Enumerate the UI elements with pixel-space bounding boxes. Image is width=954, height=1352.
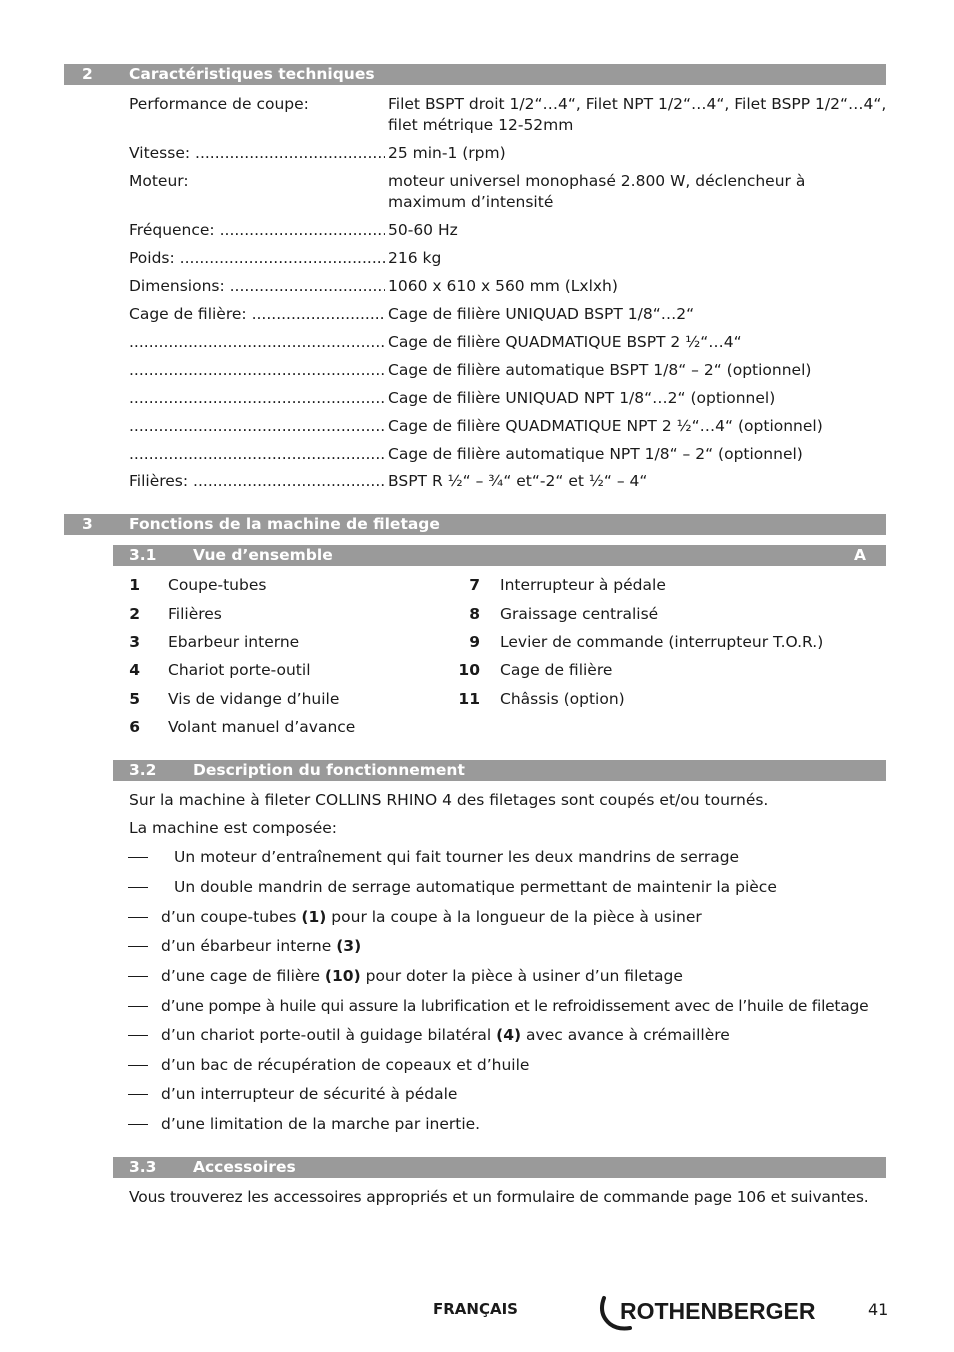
section-number: 3.1 (129, 546, 157, 564)
item-number: 5 (129, 690, 140, 708)
section-title: Fonctions de la machine de filetage (129, 515, 440, 533)
item-label: Vis de vidange d’huile (168, 690, 340, 708)
page-number: 41 (868, 1300, 889, 1319)
section-title: Accessoires (193, 1158, 296, 1176)
spec-value-frequence: 50-60 Hz (388, 221, 458, 239)
component-item: d’une limitation de la marche par inertie. (161, 1115, 481, 1133)
section-number: 2 (82, 65, 93, 83)
item-label: Châssis (option) (500, 690, 625, 708)
item-label: Levier de commande (interrupteur T.O.R.) (500, 633, 824, 651)
item-label: Volant manuel d’avance (168, 718, 356, 736)
figure-letter: A (854, 546, 866, 564)
section-number: 3.2 (129, 761, 157, 779)
component-item: d’un bac de récupération de copeaux et d’huile (161, 1056, 530, 1074)
dash-bullet (128, 1035, 148, 1036)
section-3-2-header (113, 760, 886, 781)
item-number: 6 (129, 718, 140, 736)
section-3-header (64, 514, 886, 535)
item-label: Cage de filière (500, 661, 613, 679)
item-number: 2 (129, 605, 140, 623)
dash-bullet (128, 857, 148, 858)
item-label: Graissage centralisé (500, 605, 659, 623)
dash-bullet (128, 1124, 148, 1125)
item-number: 8 (469, 605, 480, 623)
dash-bullet (128, 976, 148, 977)
spec-value-moteur: moteur universel monophasé 2.800 W, déclencheur à maximum d’intensité (388, 172, 806, 211)
component-item: d’une pompe à huile qui assure la lubrification et le refroidissement avec de l’huile de filetage (161, 997, 869, 1015)
spec-dot-leader (129, 388, 385, 409)
spec-value-performance: Filet BSPT droit 1/2“…4“, Filet NPT 1/2“…4“, Filet BSPP 1/2“…4“, filet métrique 12-52mm (388, 95, 887, 134)
item-number: 10 (458, 661, 480, 679)
item-number: 7 (469, 576, 480, 594)
item-number: 1 (129, 576, 140, 594)
spec-label-frequence: Fréquence: ..... (129, 220, 385, 241)
spec-dot-leader (129, 332, 385, 353)
spec-value-cage-0: Cage de filière UNIQUAD BSPT 1/8“…2“ (388, 305, 695, 323)
spec-value-cage-3: Cage de filière UNIQUAD NPT 1/8“…2“ (optionnel) (388, 389, 776, 407)
item-number: 4 (129, 661, 140, 679)
spec-label-filieres: Filières: ..... (129, 471, 385, 492)
spec-label-cage: Cage de filière: ..... (129, 304, 385, 325)
dash-bullet (128, 1094, 148, 1095)
dash-bullet (128, 917, 148, 918)
item-number: 3 (129, 633, 140, 651)
item-label: Ebarbeur interne (168, 633, 300, 651)
component-item: Un moteur d’entraînement qui fait tourner les deux mandrins de serrage (174, 848, 740, 866)
component-item: d’une cage de filière (10) pour doter la pièce à usiner d’un filetage (161, 967, 683, 985)
spec-value-poids: 216 kg (388, 249, 442, 267)
dash-bullet (128, 946, 148, 947)
section-title: Vue d’ensemble (193, 546, 333, 564)
spec-label-moteur: Moteur: (129, 172, 189, 190)
component-item: d’un coupe-tubes (1) pour la coupe à la longueur de la pièce à usiner (161, 908, 702, 926)
spec-value-cage-1: Cage de filière QUADMATIQUE BSPT 2 ½“…4“ (388, 333, 742, 351)
item-label: Coupe-tubes (168, 576, 267, 594)
dash-bullet (128, 1006, 148, 1007)
item-number: 11 (458, 690, 480, 708)
spec-value-vitesse: 25 min-1 (rpm) (388, 144, 506, 162)
rothenberger-logo (596, 1292, 836, 1332)
dash-bullet (128, 887, 148, 888)
item-number: 9 (469, 633, 480, 651)
spec-value-dimensions: 1060 x 610 x 560 mm (Lxlxh) (388, 277, 618, 295)
item-label: Interrupteur à pédale (500, 576, 666, 594)
component-item: d’un chariot porte-outil à guidage bilatéral (4) avec avance à crémaillère (161, 1026, 730, 1044)
footer-language: FRANÇAIS (433, 1300, 518, 1318)
description-intro: Sur la machine à fileter COLLINS RHINO 4 des filetages sont coupés et/ou tournés. (129, 791, 769, 809)
component-item: Un double mandrin de serrage automatique permettant de maintenir la pièce (174, 878, 777, 896)
spec-value-cage-4: Cage de filière QUADMATIQUE NPT 2 ½“…4“ (optionnel) (388, 417, 823, 435)
section-title: Description du fonctionnement (193, 761, 465, 779)
spec-value-cage-5: Cage de filière automatique NPT 1/8“ – 2“ (optionnel) (388, 445, 803, 463)
section-2-header (64, 64, 886, 85)
spec-dot-leader (129, 444, 385, 465)
accessories-text: Vous trouverez les accessoires appropriés et un formulaire de commande page 106 et suivantes. (129, 1188, 869, 1206)
spec-label-performance: Performance de coupe: (129, 95, 309, 113)
brand-name: ROTHENBERGER (620, 1298, 816, 1324)
spec-dot-leader (129, 416, 385, 437)
spec-dot-leader (129, 360, 385, 381)
section-3-1-header (113, 545, 886, 566)
section-number: 3 (82, 515, 93, 533)
spec-label-vitesse: Vitesse: ..... (129, 143, 385, 164)
spec-label-poids: Poids: ..... (129, 248, 385, 269)
section-3-3-header (113, 1157, 886, 1178)
spec-label-dimensions: Dimensions: ..... (129, 276, 385, 297)
component-item: d’un interrupteur de sécurité à pédale (161, 1085, 458, 1103)
item-label: Chariot porte-outil (168, 661, 311, 679)
description-intro: La machine est composée: (129, 819, 338, 837)
component-item: d’un ébarbeur interne (3) (161, 937, 362, 955)
dash-bullet (128, 1065, 148, 1066)
item-label: Filières (168, 605, 222, 623)
section-title: Caractéristiques techniques (129, 65, 375, 83)
spec-value-filieres: BSPT R ½“ – ¾“ et“-2“ et ½“ – 4“ (388, 472, 648, 490)
spec-value-cage-2: Cage de filière automatique BSPT 1/8“ – 2“ (optionnel) (388, 361, 812, 379)
section-number: 3.3 (129, 1158, 157, 1176)
